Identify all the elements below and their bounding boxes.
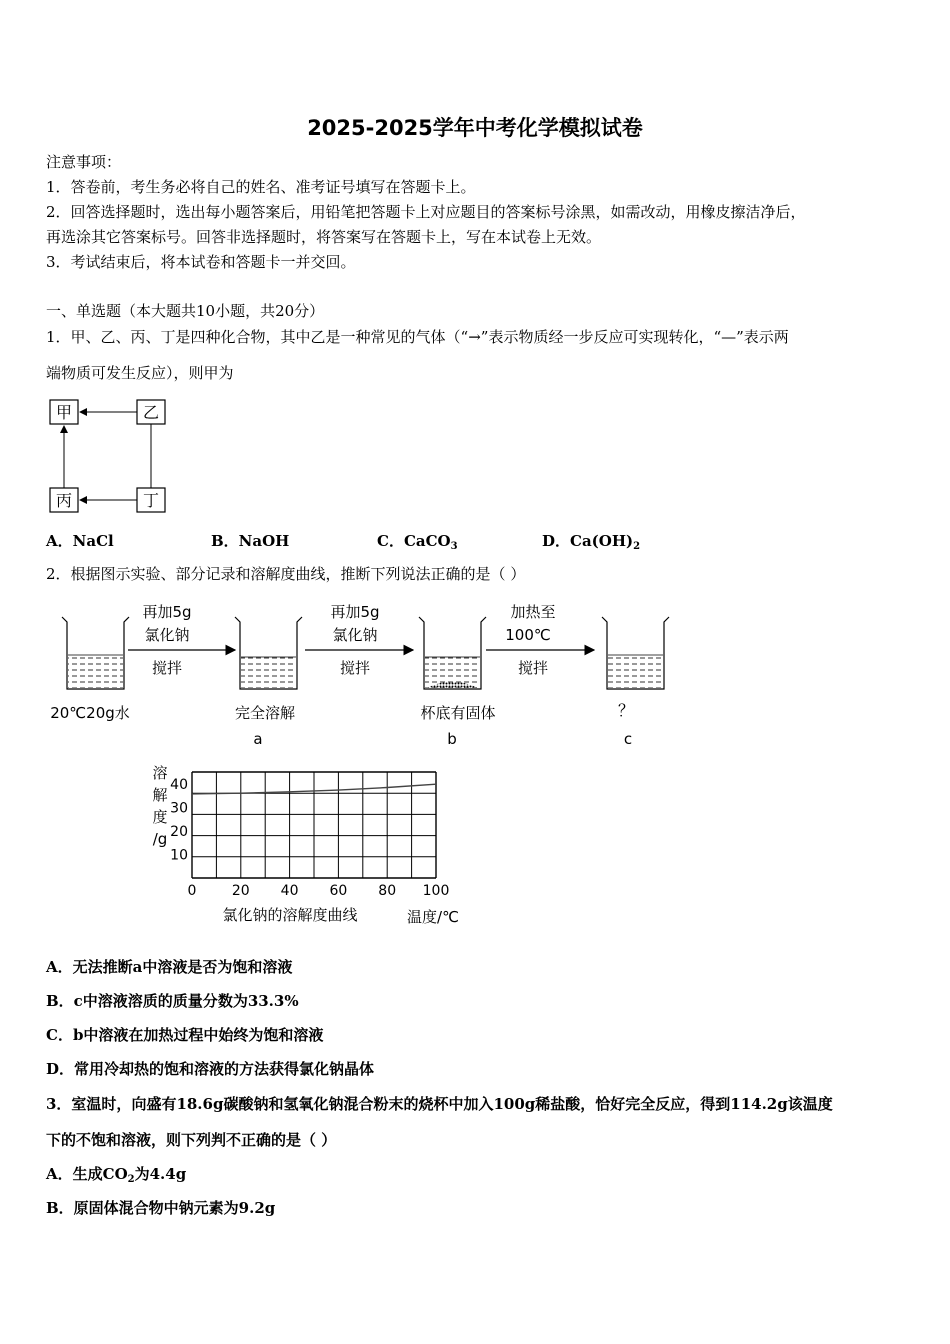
q3-stem-line1: 3．室温时，向盛有18.6g碳酸钠和氢氧化钠混合粉末的烧杯中加入100g稀盐酸，恰好完全反应，得到114.2g该温度 — [46, 1095, 833, 1113]
q1-box-jia-label: 甲 — [55, 403, 73, 422]
q2-option-a: A．无法推断a中溶液是否为饱和溶液 — [46, 958, 293, 976]
notice-item-1: 1．答卷前，考生务必将自己的姓名、准考证号填写在答题卡上。 — [46, 178, 476, 196]
beaker-b — [419, 617, 486, 689]
arrow-3-top-2: 100℃ — [505, 626, 551, 644]
q1-box-ding-label: 丁 — [142, 491, 160, 510]
section-heading: 一、单选题（本大题共10小题，共20分） — [46, 302, 325, 320]
beaker-0-label: 20℃20g水 — [50, 704, 130, 722]
y-axis-label-char: 溶 — [152, 764, 168, 782]
notice-heading: 注意事项： — [46, 153, 122, 171]
x-tick-label: 0 — [187, 883, 197, 899]
arrow-1-bottom: 搅拌 — [151, 659, 183, 677]
chart-xlabel: 温度/℃ — [407, 908, 459, 926]
solubility-chart — [140, 760, 480, 930]
notice-item-2: 2．回答选择题时，选出每小题答案后，用铅笔把答题卡上对应题目的答案标号涂黑，如需改动，用橡皮擦洁净后， — [46, 203, 806, 221]
beaker-b-label: 杯底有固体 — [420, 704, 496, 722]
q1-option-d: D．$Ca(OH)_2$ — [542, 532, 641, 552]
q1-stem-line1: 1．甲、乙、丙、丁是四种化合物，其中乙是一种常见的气体（“→”表示物质经一步反应可实现转化，“—”表示两 — [46, 328, 789, 346]
q1-option-c: C．CaCO$_3$ — [377, 532, 458, 552]
y-tick-label: 40 — [170, 776, 188, 793]
y-axis-label-char: 解 — [152, 786, 168, 804]
q2-experiment-diagram — [40, 595, 690, 755]
notice-item-2-cont: 再选涂其它答案标号。回答非选择题时，将答案写在答题卡上，写在本试卷上无效。 — [46, 228, 602, 246]
arrow-3-bottom: 搅拌 — [517, 659, 549, 677]
q1-option-b: B．NaOH — [211, 532, 290, 550]
page-title: 2025-2025学年中考化学模拟试卷 — [307, 116, 643, 140]
y-axis-label-char: 度 — [152, 808, 168, 826]
arrow-1-top-2: 氯化钠 — [144, 626, 190, 644]
x-tick-label: 60 — [329, 883, 348, 899]
q1-diagram — [40, 392, 180, 522]
q2-option-c: C．b中溶液在加热过程中始终为饱和溶液 — [46, 1026, 324, 1044]
q2-stem: 2．根据图示实验、部分记录和溶解度曲线，推断下列说法正确的是（ ） — [46, 565, 526, 583]
chart-title: 氯化钠的溶解度曲线 — [222, 906, 358, 924]
q2-option-d: D．常用冷却热的饱和溶液的方法获得氯化钠晶体 — [46, 1060, 375, 1078]
x-tick-label: 100 — [422, 883, 450, 899]
q1-stem-line2: 端物质可发生反应），则甲为 — [46, 364, 234, 382]
x-tick-label: 80 — [378, 883, 397, 899]
q3-option-b: B．原固体混合物中钠元素为9.2g — [46, 1199, 276, 1217]
beaker-a-tag: a — [253, 730, 263, 748]
beaker-b-tag: b — [447, 730, 457, 748]
y-tick-label: 30 — [170, 800, 188, 817]
x-tick-label: 40 — [280, 883, 299, 899]
y-axis-label-char: /g — [152, 830, 168, 848]
arrow-3-top-1: 加热至 — [510, 603, 556, 621]
beaker-a — [235, 617, 302, 689]
beaker-0 — [62, 617, 129, 689]
beaker-c-tag: c — [623, 730, 633, 748]
q1-option-a: A．NaCl — [46, 532, 114, 550]
beaker-c — [602, 617, 669, 689]
x-tick-label: 20 — [231, 883, 250, 899]
beaker-c-label: ？ — [617, 701, 635, 720]
q2-option-b: B．c中溶液溶质的质量分数为33.3% — [46, 992, 299, 1010]
y-tick-label: 10 — [170, 847, 188, 864]
arrow-2-top-1: 再加5g — [330, 603, 380, 621]
arrow-2-top-2: 氯化钠 — [332, 626, 378, 644]
q1-box-bing-label: 丙 — [55, 491, 73, 510]
y-tick-label: 20 — [170, 823, 188, 840]
beaker-a-label: 完全溶解 — [234, 704, 296, 722]
q3-option-a: A．生成$CO_2$为4.4g — [46, 1165, 187, 1185]
arrow-1-top-1: 再加5g — [142, 603, 192, 621]
arrow-2-bottom: 搅拌 — [339, 659, 371, 677]
notice-item-3: 3．考试结束后，将本试卷和答题卡一并交回。 — [46, 253, 356, 271]
q3-stem-line2: 下的不饱和溶液，则下列判不正确的是（ ） — [46, 1131, 337, 1149]
q1-box-yi-label: 乙 — [142, 403, 160, 422]
